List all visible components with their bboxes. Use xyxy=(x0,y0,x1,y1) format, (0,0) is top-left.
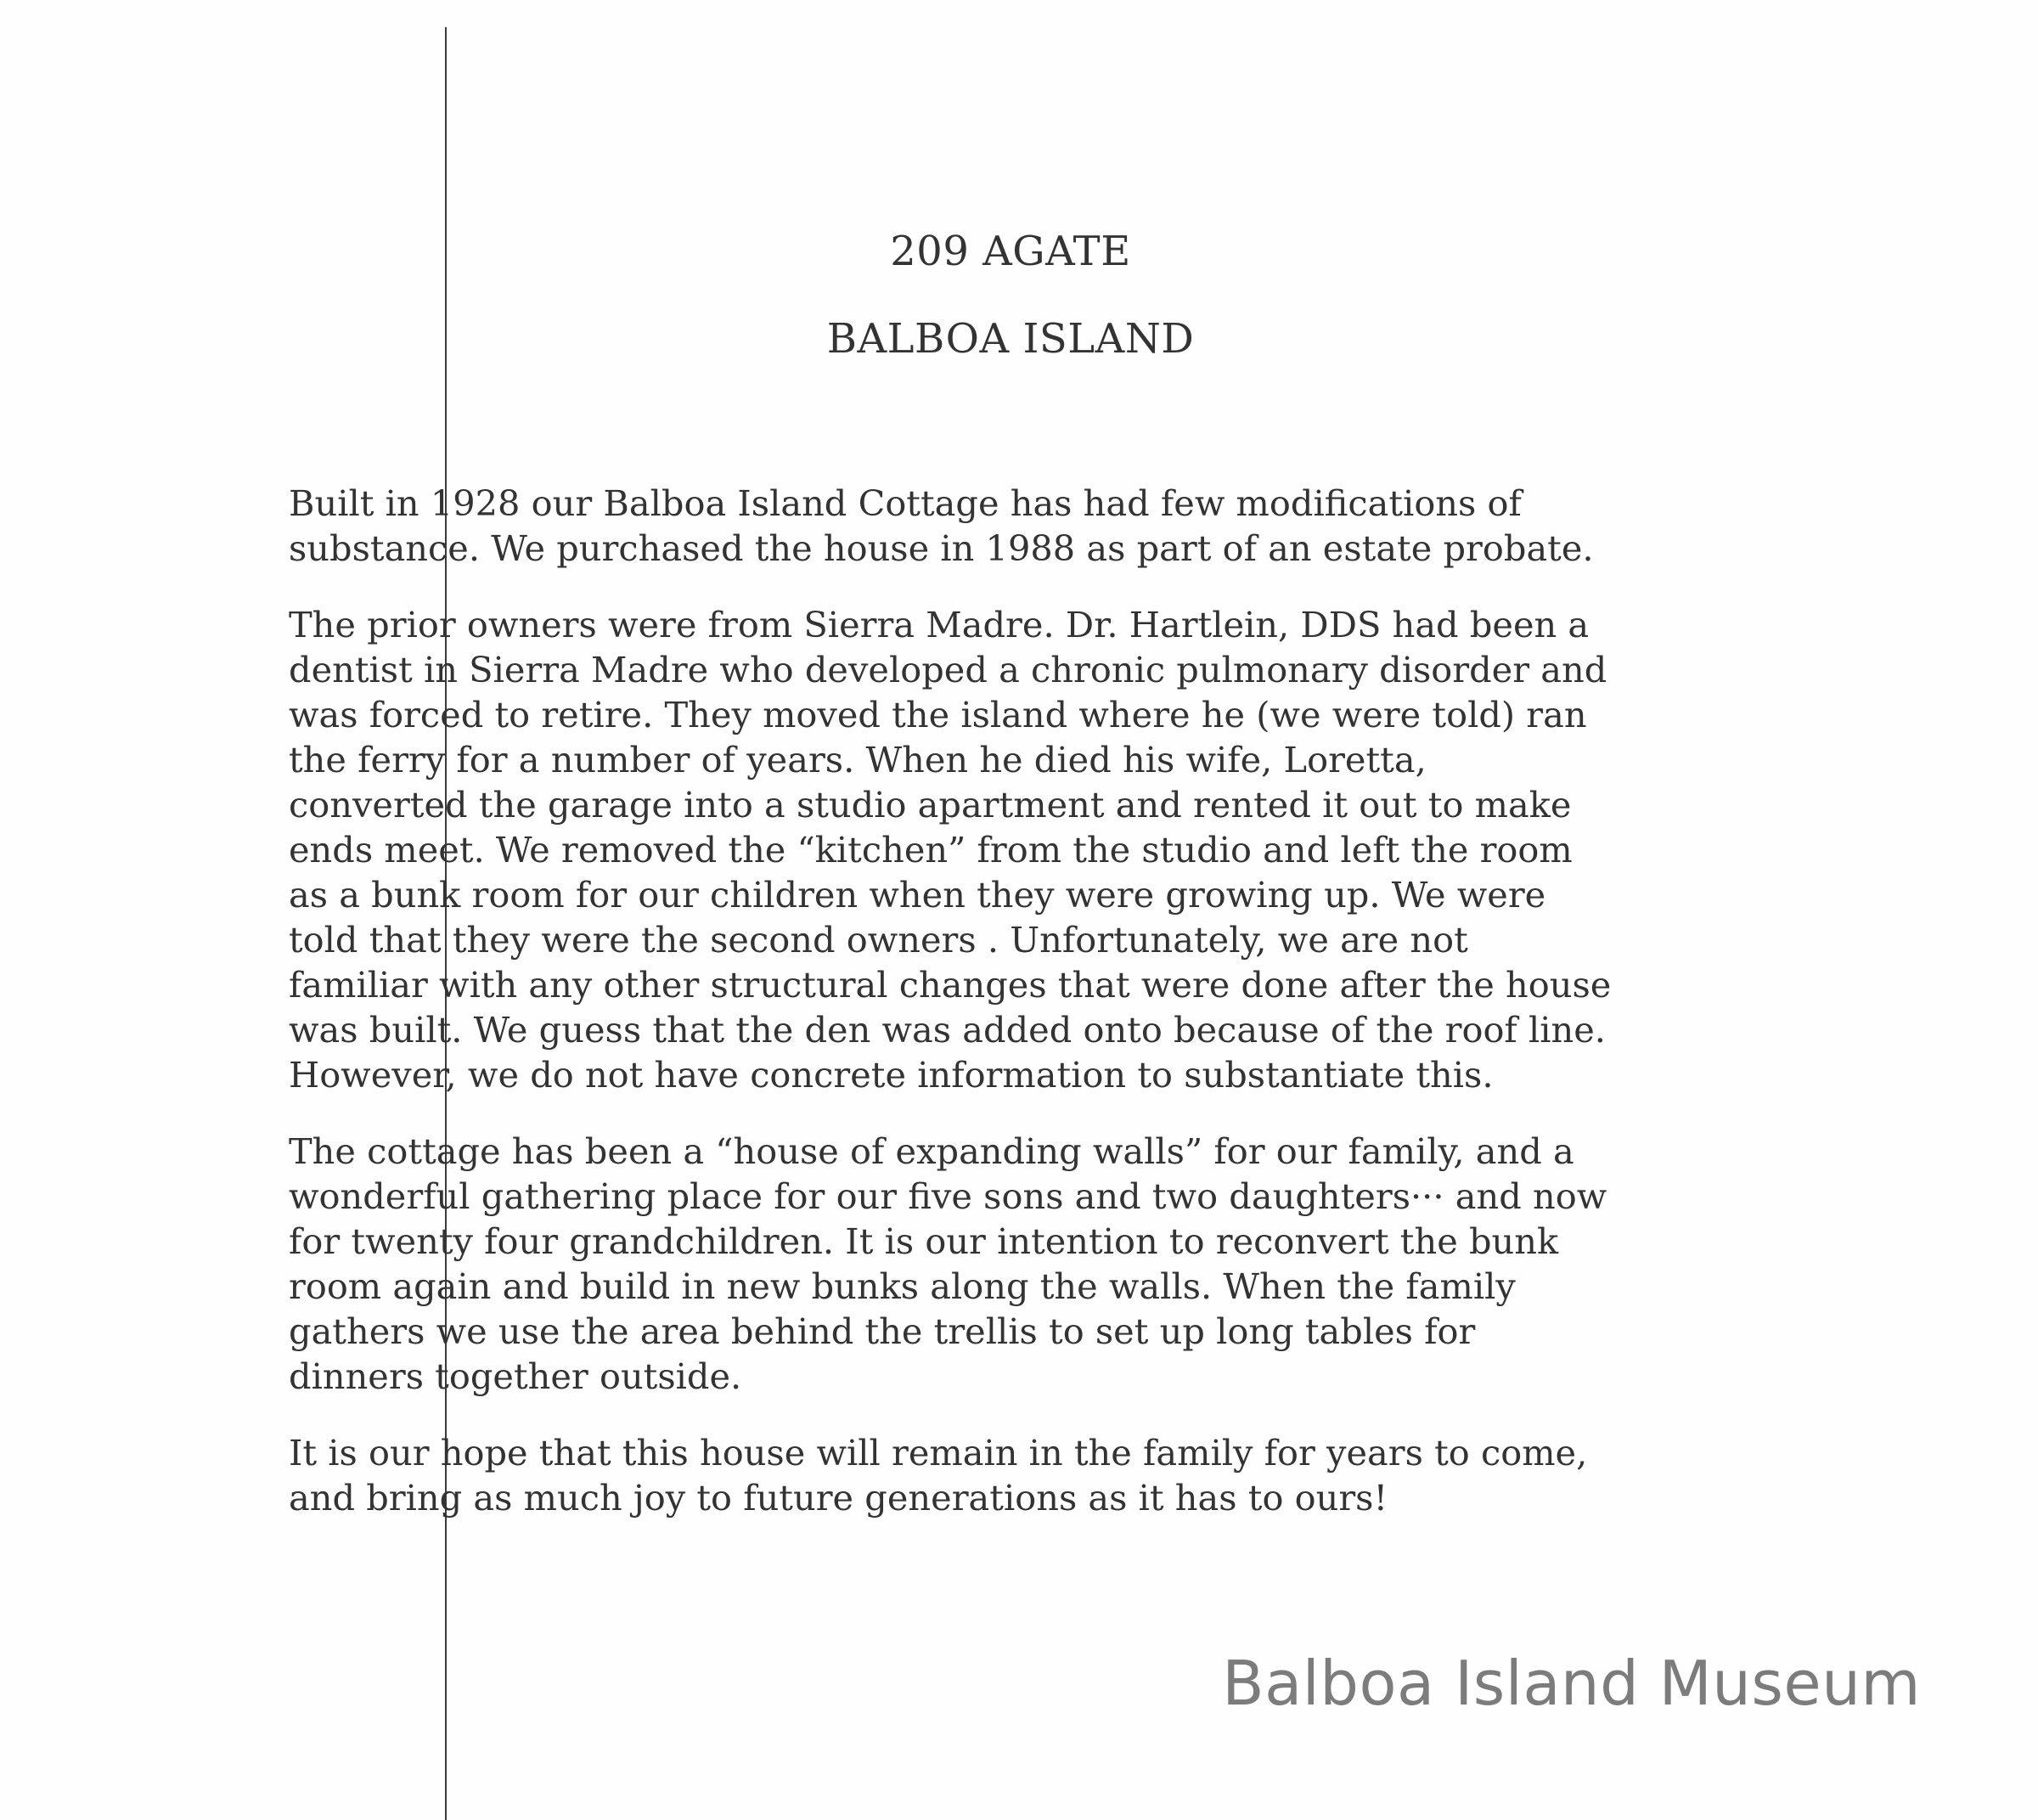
text-line: dentist in Sierra Madre who developed a chronic pulmonary disorder and xyxy=(289,649,1607,690)
document-body xyxy=(289,481,1732,1552)
text-line: The cottage has been a “house of expanding walls” for our family, and a xyxy=(289,1130,1574,1172)
text-line: told that they were the second owners . Unfortunately, we are not xyxy=(289,919,1468,961)
museum-watermark: Balboa Island Museum xyxy=(1222,1648,1921,1719)
paragraph-2 xyxy=(289,602,1732,1097)
text-line: converted the garage into a studio apartment and rented it out to make xyxy=(289,784,1572,825)
text-line: was built. We guess that the den was added onto because of the roof line. xyxy=(289,1009,1607,1051)
paragraph-3 xyxy=(289,1129,1732,1399)
text-line: the ferry for a number of years. When he died his wife, Loretta, xyxy=(289,739,1427,780)
text-line: ends meet. We removed the “kitchen” from the studio and left the room xyxy=(289,829,1573,871)
text-line: wonderful gathering place for our five sons and two daughters··· and now xyxy=(289,1175,1607,1217)
text-line: substance. We purchased the house in 1988 as part of an estate probate. xyxy=(289,527,1594,569)
text-line: and bring as much joy to future generations as it has to ours! xyxy=(289,1477,1388,1519)
text-line: as a bunk room for our children when they were growing up. We were xyxy=(289,874,1546,916)
paragraph-4 xyxy=(289,1430,1732,1520)
text-line: Built in 1928 our Balboa Island Cottage has had few modifications of xyxy=(289,482,1522,524)
document-subtitle: BALBOA ISLAND xyxy=(826,315,1195,363)
text-line: familiar with any other structural changes that were done after the house xyxy=(289,964,1612,1006)
paragraph-1 xyxy=(289,481,1732,571)
text-line: gathers we use the area behind the trellis to set up long tables for xyxy=(289,1310,1476,1352)
text-line: room again and build in new bunks along the walls. When the family xyxy=(289,1265,1516,1307)
document-title: 209 AGATE xyxy=(890,228,1131,275)
text-line: It is our hope that this house will remain in the family for years to come, xyxy=(289,1432,1588,1473)
text-line: However, we do not have concrete information to substantiate this. xyxy=(289,1054,1494,1096)
text-line: dinners together outside. xyxy=(289,1355,742,1397)
text-line: was forced to retire. They moved the island where he (we were told) ran xyxy=(289,694,1587,735)
text-line: for twenty four grandchildren. It is our intention to reconvert the bunk xyxy=(289,1220,1559,1262)
text-line: The prior owners were from Sierra Madre. Dr. Hartlein, DDS had been a xyxy=(289,604,1590,645)
